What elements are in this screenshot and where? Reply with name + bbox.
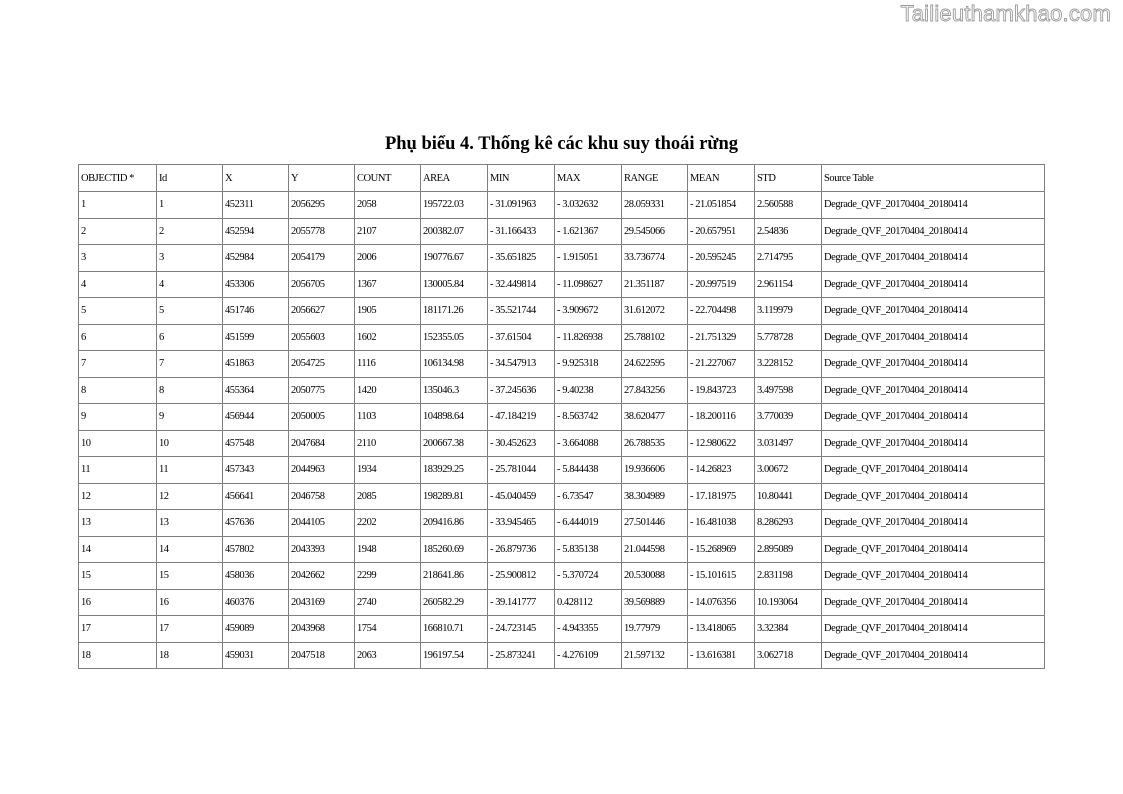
cell-mean: - 21.051854 — [688, 192, 755, 219]
cell-area: 130005.84 — [421, 271, 488, 298]
table-row — [79, 616, 1045, 643]
cell-x: 451746 — [223, 298, 289, 325]
cell-area: 195722.03 — [421, 192, 488, 219]
cell-y: 2044105 — [289, 510, 355, 537]
column-header-x: X — [223, 165, 289, 192]
cell-count: 1602 — [355, 324, 421, 351]
cell-x: 457548 — [223, 430, 289, 457]
cell-objectid: 17 — [79, 616, 157, 643]
cell-min: - 37.61504 — [488, 324, 555, 351]
cell-x: 458036 — [223, 563, 289, 590]
cell-area: 183929.25 — [421, 457, 488, 484]
cell-objectid: 10 — [79, 430, 157, 457]
cell-area: 218641.86 — [421, 563, 488, 590]
cell-source-table: Degrade_QVF_20170404_20180414 — [822, 377, 1045, 404]
cell-area: 198289.81 — [421, 483, 488, 510]
cell-x: 457636 — [223, 510, 289, 537]
cell-x: 452984 — [223, 245, 289, 272]
cell-y: 2056705 — [289, 271, 355, 298]
cell-source-table: Degrade_QVF_20170404_20180414 — [822, 616, 1045, 643]
cell-max: - 3.909672 — [555, 298, 622, 325]
cell-objectid: 9 — [79, 404, 157, 431]
cell-y: 2042662 — [289, 563, 355, 590]
column-header-source-table: Source Table — [822, 165, 1045, 192]
cell-mean: - 19.843723 — [688, 377, 755, 404]
column-header-objectid: OBJECTID * — [79, 165, 157, 192]
cell-y: 2054725 — [289, 351, 355, 378]
cell-count: 1103 — [355, 404, 421, 431]
cell-source-table: Degrade_QVF_20170404_20180414 — [822, 351, 1045, 378]
cell-std: 3.497598 — [755, 377, 822, 404]
cell-min: - 30.452623 — [488, 430, 555, 457]
table-row — [79, 351, 1045, 378]
table-row — [79, 483, 1045, 510]
cell-id: 7 — [157, 351, 223, 378]
cell-mean: - 16.481038 — [688, 510, 755, 537]
cell-max: - 9.925318 — [555, 351, 622, 378]
cell-area: 135046.3 — [421, 377, 488, 404]
cell-count: 2202 — [355, 510, 421, 537]
cell-max: - 11.826938 — [555, 324, 622, 351]
table-row — [79, 457, 1045, 484]
table-row — [79, 430, 1045, 457]
cell-y: 2055603 — [289, 324, 355, 351]
cell-max: - 3.032632 — [555, 192, 622, 219]
cell-mean: - 17.181975 — [688, 483, 755, 510]
cell-x: 453306 — [223, 271, 289, 298]
cell-x: 455364 — [223, 377, 289, 404]
cell-range: 24.622595 — [622, 351, 688, 378]
cell-id: 12 — [157, 483, 223, 510]
cell-x: 456944 — [223, 404, 289, 431]
cell-count: 2107 — [355, 218, 421, 245]
cell-y: 2055778 — [289, 218, 355, 245]
cell-mean: - 20.657951 — [688, 218, 755, 245]
cell-y: 2054179 — [289, 245, 355, 272]
cell-range: 20.530088 — [622, 563, 688, 590]
cell-y: 2047518 — [289, 642, 355, 669]
cell-min: - 31.166433 — [488, 218, 555, 245]
cell-min: - 31.091963 — [488, 192, 555, 219]
cell-std: 8.286293 — [755, 510, 822, 537]
cell-y: 2043393 — [289, 536, 355, 563]
cell-id: 4 — [157, 271, 223, 298]
cell-area: 260582.29 — [421, 589, 488, 616]
cell-max: - 5.370724 — [555, 563, 622, 590]
cell-y: 2050775 — [289, 377, 355, 404]
cell-y: 2056627 — [289, 298, 355, 325]
cell-y: 2043169 — [289, 589, 355, 616]
cell-mean: - 21.751329 — [688, 324, 755, 351]
cell-max: - 11.098627 — [555, 271, 622, 298]
cell-objectid: 5 — [79, 298, 157, 325]
cell-max: - 6.444019 — [555, 510, 622, 537]
cell-max: - 1.621367 — [555, 218, 622, 245]
cell-range: 31.612072 — [622, 298, 688, 325]
table-row — [79, 192, 1045, 219]
cell-std: 2.714795 — [755, 245, 822, 272]
cell-x: 456641 — [223, 483, 289, 510]
cell-count: 1934 — [355, 457, 421, 484]
table-row — [79, 245, 1045, 272]
cell-std: 10.193064 — [755, 589, 822, 616]
cell-y: 2047684 — [289, 430, 355, 457]
cell-min: - 25.873241 — [488, 642, 555, 669]
cell-source-table: Degrade_QVF_20170404_20180414 — [822, 218, 1045, 245]
cell-source-table: Degrade_QVF_20170404_20180414 — [822, 192, 1045, 219]
cell-range: 28.059331 — [622, 192, 688, 219]
cell-min: - 32.449814 — [488, 271, 555, 298]
cell-min: - 39.141777 — [488, 589, 555, 616]
cell-range: 27.843256 — [622, 377, 688, 404]
cell-x: 457802 — [223, 536, 289, 563]
cell-mean: - 12.980622 — [688, 430, 755, 457]
cell-objectid: 4 — [79, 271, 157, 298]
table-row — [79, 404, 1045, 431]
cell-mean: - 13.616381 — [688, 642, 755, 669]
cell-count: 2740 — [355, 589, 421, 616]
cell-id: 3 — [157, 245, 223, 272]
table-header-row — [79, 165, 1045, 192]
cell-range: 21.044598 — [622, 536, 688, 563]
cell-objectid: 1 — [79, 192, 157, 219]
column-header-id: Id — [157, 165, 223, 192]
cell-x: 452311 — [223, 192, 289, 219]
cell-objectid: 3 — [79, 245, 157, 272]
cell-max: - 6.73547 — [555, 483, 622, 510]
cell-objectid: 7 — [79, 351, 157, 378]
cell-source-table: Degrade_QVF_20170404_20180414 — [822, 271, 1045, 298]
cell-objectid: 18 — [79, 642, 157, 669]
cell-source-table: Degrade_QVF_20170404_20180414 — [822, 404, 1045, 431]
cell-min: - 25.900812 — [488, 563, 555, 590]
cell-id: 17 — [157, 616, 223, 643]
cell-objectid: 11 — [79, 457, 157, 484]
cell-objectid: 15 — [79, 563, 157, 590]
table-row — [79, 510, 1045, 537]
cell-y: 2056295 — [289, 192, 355, 219]
cell-objectid: 12 — [79, 483, 157, 510]
cell-source-table: Degrade_QVF_20170404_20180414 — [822, 510, 1045, 537]
cell-max: - 1.915051 — [555, 245, 622, 272]
cell-source-table: Degrade_QVF_20170404_20180414 — [822, 430, 1045, 457]
cell-y: 2044963 — [289, 457, 355, 484]
column-header-count: COUNT — [355, 165, 421, 192]
cell-range: 29.545066 — [622, 218, 688, 245]
cell-source-table: Degrade_QVF_20170404_20180414 — [822, 536, 1045, 563]
table-row — [79, 589, 1045, 616]
cell-area: 185260.69 — [421, 536, 488, 563]
cell-mean: - 14.076356 — [688, 589, 755, 616]
cell-id: 13 — [157, 510, 223, 537]
cell-max: - 3.664088 — [555, 430, 622, 457]
cell-area: 152355.05 — [421, 324, 488, 351]
cell-min: - 35.521744 — [488, 298, 555, 325]
cell-x: 460376 — [223, 589, 289, 616]
table-body — [79, 192, 1045, 669]
cell-objectid: 6 — [79, 324, 157, 351]
cell-mean: - 15.268969 — [688, 536, 755, 563]
cell-id: 1 — [157, 192, 223, 219]
cell-source-table: Degrade_QVF_20170404_20180414 — [822, 589, 1045, 616]
cell-range: 38.304989 — [622, 483, 688, 510]
column-header-y: Y — [289, 165, 355, 192]
cell-std: 3.062718 — [755, 642, 822, 669]
cell-id: 18 — [157, 642, 223, 669]
cell-y: 2043968 — [289, 616, 355, 643]
cell-x: 459089 — [223, 616, 289, 643]
cell-area: 166810.71 — [421, 616, 488, 643]
cell-min: - 24.723145 — [488, 616, 555, 643]
cell-id: 10 — [157, 430, 223, 457]
cell-area: 200382.07 — [421, 218, 488, 245]
cell-area: 104898.64 — [421, 404, 488, 431]
cell-area: 200667.38 — [421, 430, 488, 457]
cell-range: 33.736774 — [622, 245, 688, 272]
cell-count: 1367 — [355, 271, 421, 298]
cell-y: 2050005 — [289, 404, 355, 431]
cell-min: - 35.651825 — [488, 245, 555, 272]
cell-count: 2058 — [355, 192, 421, 219]
column-header-area: AREA — [421, 165, 488, 192]
cell-area: 181171.26 — [421, 298, 488, 325]
cell-id: 15 — [157, 563, 223, 590]
cell-min: - 34.547913 — [488, 351, 555, 378]
cell-count: 1420 — [355, 377, 421, 404]
cell-std: 2.961154 — [755, 271, 822, 298]
cell-id: 2 — [157, 218, 223, 245]
cell-source-table: Degrade_QVF_20170404_20180414 — [822, 483, 1045, 510]
cell-objectid: 16 — [79, 589, 157, 616]
cell-max: - 9.40238 — [555, 377, 622, 404]
cell-range: 21.351187 — [622, 271, 688, 298]
column-header-min: MIN — [488, 165, 555, 192]
cell-objectid: 8 — [79, 377, 157, 404]
cell-count: 2063 — [355, 642, 421, 669]
table-row — [79, 298, 1045, 325]
cell-id: 16 — [157, 589, 223, 616]
cell-objectid: 13 — [79, 510, 157, 537]
cell-x: 457343 — [223, 457, 289, 484]
cell-objectid: 14 — [79, 536, 157, 563]
cell-mean: - 22.704498 — [688, 298, 755, 325]
cell-source-table: Degrade_QVF_20170404_20180414 — [822, 563, 1045, 590]
cell-mean: - 21.227067 — [688, 351, 755, 378]
cell-source-table: Degrade_QVF_20170404_20180414 — [822, 457, 1045, 484]
table-row — [79, 377, 1045, 404]
cell-range: 21.597132 — [622, 642, 688, 669]
cell-area: 196197.54 — [421, 642, 488, 669]
cell-id: 6 — [157, 324, 223, 351]
cell-min: - 37.245636 — [488, 377, 555, 404]
cell-count: 2299 — [355, 563, 421, 590]
cell-std: 3.228152 — [755, 351, 822, 378]
cell-std: 3.32384 — [755, 616, 822, 643]
cell-max: 0.428112 — [555, 589, 622, 616]
column-header-std: STD — [755, 165, 822, 192]
cell-area: 209416.86 — [421, 510, 488, 537]
cell-area: 190776.67 — [421, 245, 488, 272]
cell-min: - 47.184219 — [488, 404, 555, 431]
column-header-mean: MEAN — [688, 165, 755, 192]
cell-source-table: Degrade_QVF_20170404_20180414 — [822, 245, 1045, 272]
cell-range: 19.77979 — [622, 616, 688, 643]
table-row — [79, 642, 1045, 669]
cell-std: 3.770039 — [755, 404, 822, 431]
cell-min: - 26.879736 — [488, 536, 555, 563]
table-row — [79, 536, 1045, 563]
cell-range: 39.569889 — [622, 589, 688, 616]
cell-y: 2046758 — [289, 483, 355, 510]
cell-std: 3.119979 — [755, 298, 822, 325]
cell-source-table: Degrade_QVF_20170404_20180414 — [822, 324, 1045, 351]
cell-range: 38.620477 — [622, 404, 688, 431]
cell-std: 3.00672 — [755, 457, 822, 484]
cell-x: 451863 — [223, 351, 289, 378]
cell-mean: - 15.101615 — [688, 563, 755, 590]
cell-min: - 45.040459 — [488, 483, 555, 510]
table-row — [79, 271, 1045, 298]
cell-std: 2.54836 — [755, 218, 822, 245]
cell-range: 19.936606 — [622, 457, 688, 484]
cell-range: 27.501446 — [622, 510, 688, 537]
cell-count: 1754 — [355, 616, 421, 643]
table-row — [79, 218, 1045, 245]
table-row — [79, 324, 1045, 351]
cell-mean: - 20.997519 — [688, 271, 755, 298]
cell-max: - 5.835138 — [555, 536, 622, 563]
statistics-table — [78, 164, 1045, 669]
cell-mean: - 20.595245 — [688, 245, 755, 272]
cell-id: 14 — [157, 536, 223, 563]
cell-min: - 33.945465 — [488, 510, 555, 537]
table-row — [79, 563, 1045, 590]
cell-objectid: 2 — [79, 218, 157, 245]
cell-range: 26.788535 — [622, 430, 688, 457]
cell-count: 1116 — [355, 351, 421, 378]
cell-source-table: Degrade_QVF_20170404_20180414 — [822, 642, 1045, 669]
column-header-max: MAX — [555, 165, 622, 192]
cell-id: 5 — [157, 298, 223, 325]
cell-max: - 8.563742 — [555, 404, 622, 431]
cell-std: 5.778728 — [755, 324, 822, 351]
cell-std: 2.831198 — [755, 563, 822, 590]
cell-max: - 4.943355 — [555, 616, 622, 643]
cell-count: 2110 — [355, 430, 421, 457]
watermark-text: Tailieuthamkhao.com — [900, 1, 1111, 26]
cell-max: - 4.276109 — [555, 642, 622, 669]
cell-source-table: Degrade_QVF_20170404_20180414 — [822, 298, 1045, 325]
cell-id: 8 — [157, 377, 223, 404]
cell-id: 11 — [157, 457, 223, 484]
cell-x: 452594 — [223, 218, 289, 245]
cell-std: 10.80441 — [755, 483, 822, 510]
cell-min: - 25.781044 — [488, 457, 555, 484]
column-header-range: RANGE — [622, 165, 688, 192]
cell-mean: - 13.418065 — [688, 616, 755, 643]
cell-mean: - 14.26823 — [688, 457, 755, 484]
cell-count: 1948 — [355, 536, 421, 563]
cell-x: 459031 — [223, 642, 289, 669]
cell-count: 2085 — [355, 483, 421, 510]
cell-count: 2006 — [355, 245, 421, 272]
cell-mean: - 18.200116 — [688, 404, 755, 431]
cell-range: 25.788102 — [622, 324, 688, 351]
cell-count: 1905 — [355, 298, 421, 325]
cell-area: 106134.98 — [421, 351, 488, 378]
cell-std: 3.031497 — [755, 430, 822, 457]
cell-x: 451599 — [223, 324, 289, 351]
cell-max: - 5.844438 — [555, 457, 622, 484]
cell-id: 9 — [157, 404, 223, 431]
page-title: Phụ biểu 4. Thống kê các khu suy thoái rừng — [384, 134, 739, 154]
cell-std: 2.560588 — [755, 192, 822, 219]
cell-std: 2.895089 — [755, 536, 822, 563]
